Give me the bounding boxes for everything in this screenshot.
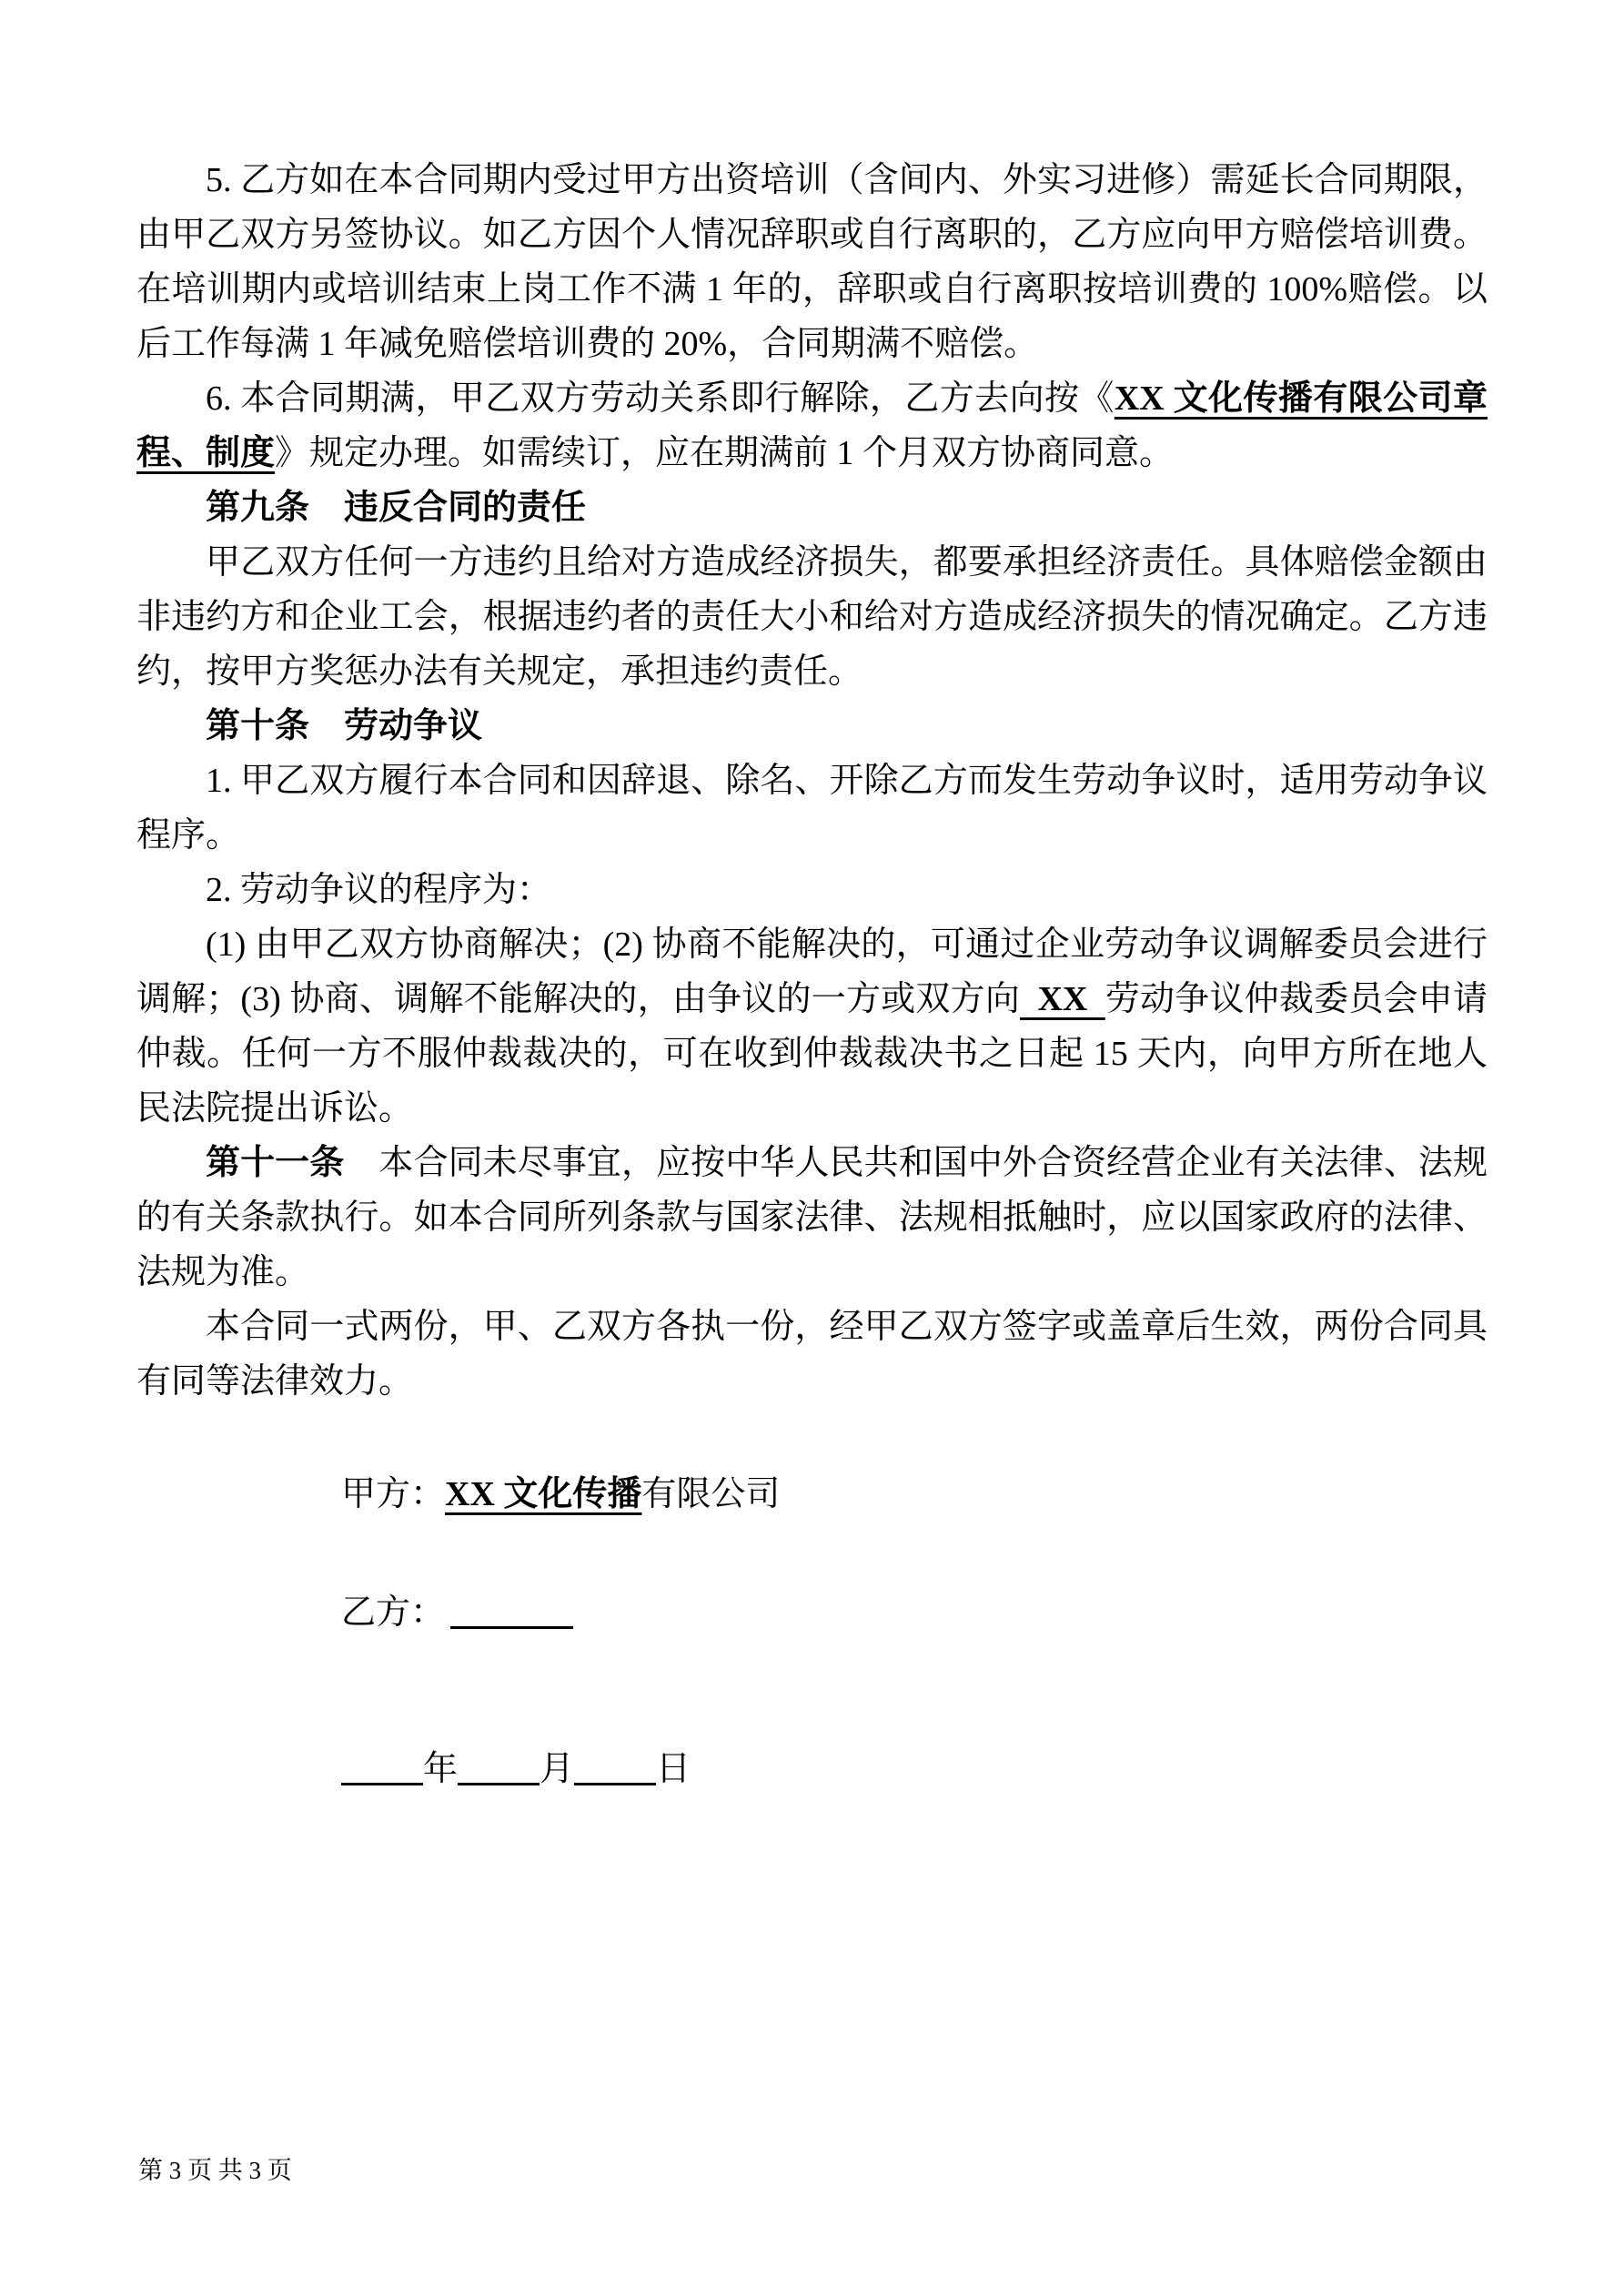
party-a-label: 甲方： bbox=[341, 1475, 446, 1513]
paragraph-article-10-item-1 bbox=[136, 754, 1488, 863]
document-body bbox=[136, 153, 1488, 1796]
date-line bbox=[341, 1742, 1488, 1796]
date-day-label: 日 bbox=[656, 1750, 691, 1788]
date-month-label: 月 bbox=[540, 1750, 575, 1788]
article-9-heading bbox=[136, 480, 1488, 535]
paragraph-article-10-item-2 bbox=[136, 863, 1488, 917]
text-run: (1) 由甲乙双方协商解决；(2) 协商不能解决的，可通过企业劳动争议调解委员会进行调解；(3) 协商、调解不能解决的，由争议的一方或双方向 bbox=[136, 925, 1488, 1018]
paragraph-article-11 bbox=[136, 1136, 1488, 1300]
text-run: 1. 甲乙双方履行本合同和因辞退、除名、开除乙方而发生劳动争议时，适用劳动争议程序。 bbox=[136, 762, 1488, 855]
party-b-line bbox=[341, 1585, 1488, 1640]
party-a-company-rest: 有限公司 bbox=[641, 1475, 781, 1513]
date-month-blank bbox=[458, 1749, 540, 1785]
text-run: 本合同一式两份，甲、乙双方各执一份，经甲乙双方签字或盖章后生效，两份合同具有同等法律效力。 bbox=[136, 1308, 1488, 1401]
text-run: 6. 本合同期满，甲乙双方劳动关系即行解除，乙方去向按《 bbox=[206, 379, 1115, 418]
date-year-label: 年 bbox=[423, 1750, 459, 1788]
paragraph-closing bbox=[136, 1300, 1488, 1409]
party-b-label: 乙方： bbox=[341, 1593, 446, 1632]
date-year-blank bbox=[341, 1749, 423, 1785]
heading-text: 第九条 违反合同的责任 bbox=[206, 489, 587, 527]
party-b-signature-blank bbox=[450, 1593, 573, 1629]
text-run: 甲乙双方任何一方违约且给对方造成经济损失，都要承担经济责任。具体赔偿金额由非违约方和企业工会，根据违约者的责任大小和给对方造成经济损失的情况确定。乙方违约，按甲方奖惩办法有关规定，承担违约责任。 bbox=[136, 543, 1488, 691]
signature-block bbox=[341, 1467, 1488, 1796]
date-day-blank bbox=[574, 1749, 656, 1785]
text-run: 2. 劳动争议的程序为： bbox=[206, 871, 552, 909]
paragraph-article-9-body bbox=[136, 535, 1488, 699]
party-a-line bbox=[341, 1467, 1488, 1522]
heading-text: 第十条 劳动争议 bbox=[206, 707, 483, 745]
text-run: 》规定办理。如需续订，应在期满前 1 个月双方协商同意。 bbox=[275, 434, 1175, 472]
text-run: 本合同未尽事宜，应按中华人民共和国中外合资经营企业有关法律、法规的有关条款执行。如本合同所列条款与国家法律、法规相抵触时，应以国家政府的法律、法规为准。 bbox=[136, 1144, 1488, 1291]
paragraph-article-10-procedures bbox=[136, 917, 1488, 1136]
company-charter-emphasis: XX 文化传播有限公司章程、制度 bbox=[136, 379, 1488, 472]
party-a-company-emphasis: XX 文化传播 bbox=[445, 1475, 642, 1513]
text-run: 劳动争议仲裁委员会申请仲裁。任何一方不服仲裁裁决的，可在收到仲裁裁决书之日起 15 天内，向甲方所在地人民法院提出诉讼。 bbox=[136, 980, 1488, 1128]
paragraph-clause-5 bbox=[136, 153, 1488, 371]
text-run: 5. 乙方如在本合同期内受过甲方出资培训（含间内、外实习进修）需延长合同期限，由甲乙双方另签协议。如乙方因个人情况辞职或自行离职的，乙方应向甲方赔偿培训费。在培训期内或培训结束上岗工作不满 1 年的，辞职或自行离职按培训费的 100%赔偿。以后工作每满 1 年减免赔偿培训费的 20%，合同期满不赔偿。 bbox=[136, 161, 1488, 363]
article-10-heading bbox=[136, 699, 1488, 754]
article-11-label: 第十一条 bbox=[206, 1144, 345, 1182]
page-number-footer: 第 3 页 共 3 页 bbox=[138, 2157, 292, 2184]
arbitration-committee-name-blank: XX bbox=[1020, 980, 1105, 1018]
paragraph-clause-6 bbox=[136, 371, 1488, 480]
